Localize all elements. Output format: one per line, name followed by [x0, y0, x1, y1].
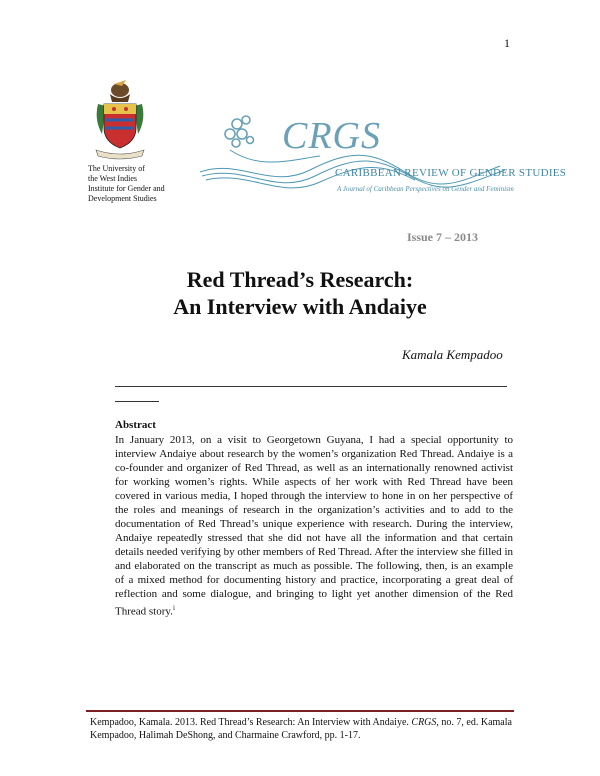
- citation-text-rest: , no. 7, ed. Kamala Kempadoo, Halimah DeShong, and Charmaine Crawford, pp. 1-17.: [90, 717, 512, 741]
- journal-name: CARIBBEAN REVIEW OF GENDER STUDIES: [335, 167, 567, 179]
- institution-line: the West Indies: [88, 174, 137, 183]
- institution-line: Institute for Gender and: [88, 184, 165, 193]
- abstract-text: In January 2013, on a visit to Georgetown Guyana, I had a special opportunity to interview Andaiye about research by the women’s organization Red Thread. Andaiye is a co-founder and organizer of Red Thread, as well as an internationally renowned activist for working women’s rights. While aspects of her work with Red Thread have been covered in various media, I hoped through the interview to hone in on her perspective of the roles and meanings of research in the organization’s activities and to add to the documentation of Red Thread’s unique experience with research. During the interview, Andaiye repeatedly stressed that she did not have all the information and that certain details needed verifying by other members of Red Thread. After the interview she filled in and elaborated on the transcript as much as possible. The following, then, is an example of a mixed method for documenting history and practice, incorporating a great deal of reflection and some dialogue, and bringing to light yet another dimension of the Red Thread story.: [115, 434, 513, 618]
- abstract-heading: Abstract: [115, 419, 156, 431]
- abstract-body: [115, 433, 513, 619]
- citation: [90, 716, 520, 742]
- uwi-crest-logo: [92, 76, 148, 160]
- article-title-line2: An Interview with Andaiye: [173, 294, 427, 319]
- issue-label: Issue 7 – 2013: [407, 230, 479, 244]
- separator-rule: [115, 386, 507, 387]
- author-name: Kamala Kempadoo: [402, 347, 503, 362]
- citation-text: Kempadoo, Kamala. 2013. Red Thread’s Research: An Interview with Andaiye.: [90, 717, 412, 728]
- separator-rule-short: [115, 401, 159, 402]
- citation-journal: CRGS: [411, 717, 437, 728]
- institution-line: Development Studies: [88, 194, 157, 203]
- journal-tagline: A Journal of Caribbean Perspectives on Gender and Feminism: [337, 185, 514, 193]
- footer-rule: [86, 710, 514, 712]
- journal-abbrev: CRGS: [282, 115, 381, 157]
- institution-name: [88, 164, 198, 204]
- institution-line: The University of: [88, 164, 145, 173]
- article-title-line1: Red Thread’s Research:: [186, 267, 414, 292]
- footnote-marker[interactable]: i: [172, 604, 175, 612]
- page-number: 1: [504, 36, 510, 50]
